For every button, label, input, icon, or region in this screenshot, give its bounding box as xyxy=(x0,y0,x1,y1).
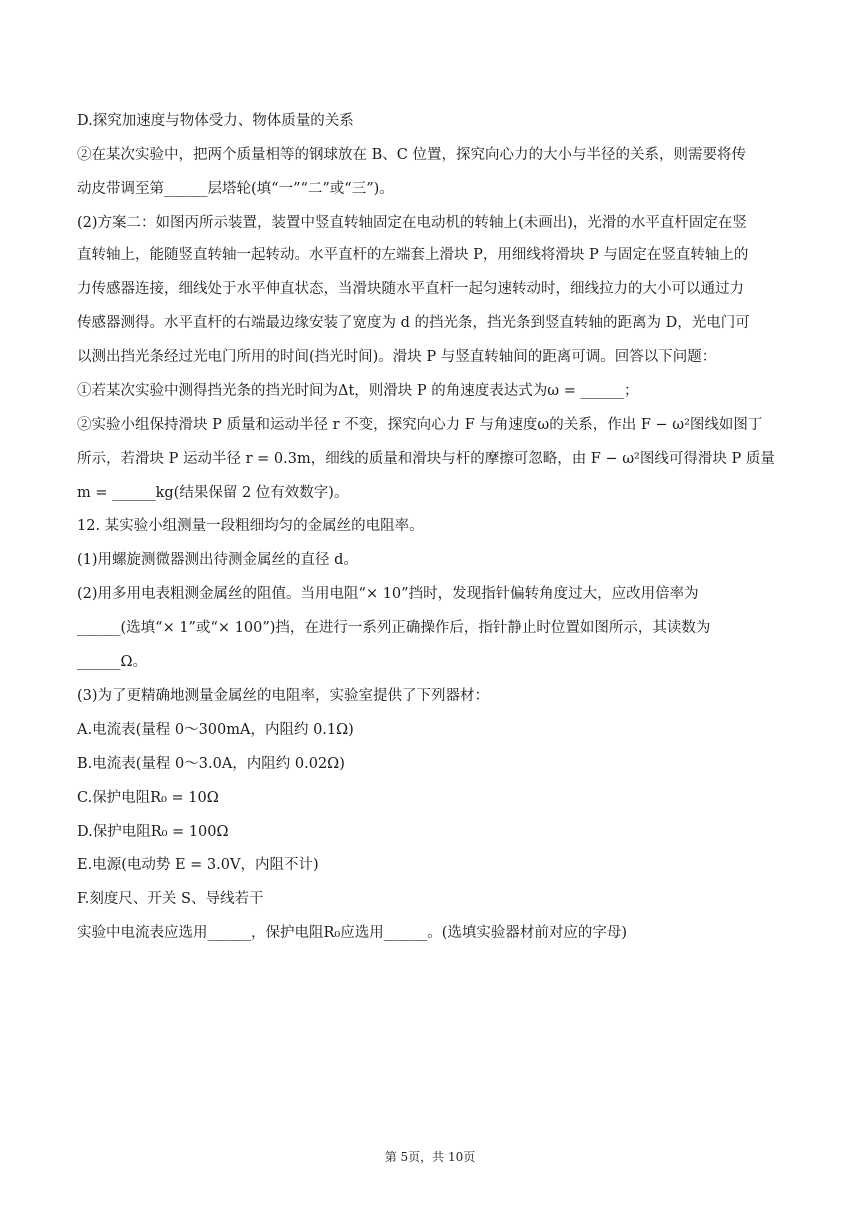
text-line: D.保护电阻R₀ = 100Ω xyxy=(77,824,229,840)
text-line: C.保护电阻R₀ = 10Ω xyxy=(77,790,219,806)
text-line: 以测出挡光条经过光电门所用的时间(挡光时间)。滑块 P 与竖直转轴间的距离可调。回答以下问题： xyxy=(77,349,717,365)
text-line: 动皮带调至第______层塔轮(填“一”“二”或“三”)。 xyxy=(77,181,394,197)
text-line: (1)用螺旋测微器测出待测金属丝的直径 d。 xyxy=(77,552,358,568)
text-line: B.电流表(量程 0～3.0A，内阻约 0.02Ω) xyxy=(77,756,345,772)
text-line: (2)用多用电表粗测金属丝的阻值。当用电阻“× 10”挡时，发现指针偏转角度过大，应改用倍率为 xyxy=(77,586,699,602)
text-line: E.电源(电动势 E = 3.0V，内阻不计) xyxy=(77,857,319,873)
text-line: ______(选填“× 1”或“× 100”)挡，在进行一系列正确操作后，指针静止时位置如图所示，其读数为 xyxy=(77,620,711,636)
text-line: 传感器测得。水平直杆的右端最边缘安装了宽度为 d 的挡光条，挡光条到竖直转轴的距离为 D，光电门可 xyxy=(77,315,750,331)
text-line: 直转轴上，能随竖直转轴一起转动。水平直杆的左端套上滑块 P，用细线将滑块 P 与固定在竖直转轴上的 xyxy=(77,247,749,263)
text-line: ______Ω。 xyxy=(77,654,148,670)
text-line: (3)为了更精确地测量金属丝的电阻率，实验室提供了下列器材： xyxy=(77,688,490,704)
text-line: 力传感器连接，细线处于水平伸直状态，当滑块随水平直杆一起匀速转动时，细线拉力的大小可以通过力 xyxy=(77,281,744,297)
text-line: A.电流表(量程 0～300mA，内阻约 0.1Ω) xyxy=(77,722,354,738)
text-line: ②在某次实验中，把两个质量相等的钢球放在 B、C 位置，探究向心力的大小与半径的关系，则需要将传 xyxy=(77,147,746,163)
text-line: m = ______kg(结果保留 2 位有效数字)。 xyxy=(77,485,349,501)
text-line: 12. 某实验小组测量一段粗细均匀的金属丝的电阻率。 xyxy=(77,518,424,534)
text-line: ①若某次实验中测得挡光条的挡光时间为Δt，则滑块 P 的角速度表达式为ω = ______； xyxy=(77,383,639,399)
text-line: F.刻度尺、开关 S、导线若干 xyxy=(77,891,264,907)
text-line: 实验中电流表应选用______，保护电阻R₀应选用______。(选填实验器材前对应的字母) xyxy=(77,925,628,941)
text-line: (2)方案二：如图丙所示装置，装置中竖直转轴固定在电动机的转轴上(未画出)，光滑的水平直杆固定在竖 xyxy=(77,215,747,231)
text-line: 所示，若滑块 P 运动半径 r = 0.3m，细线的质量和滑块与杆的摩擦可忽略，由 F − ω²图线可得滑块 P 质量 xyxy=(77,451,775,467)
text-line: ②实验小组保持滑块 P 质量和运动半径 r 不变，探究向心力 F 与角速度ω的关系，作出 F − ω²图线如图丁 xyxy=(77,417,763,433)
page-number-footer: 第 5页，共 10页 xyxy=(384,1150,476,1164)
text-line: D.探究加速度与物体受力、物体质量的关系 xyxy=(77,113,354,129)
